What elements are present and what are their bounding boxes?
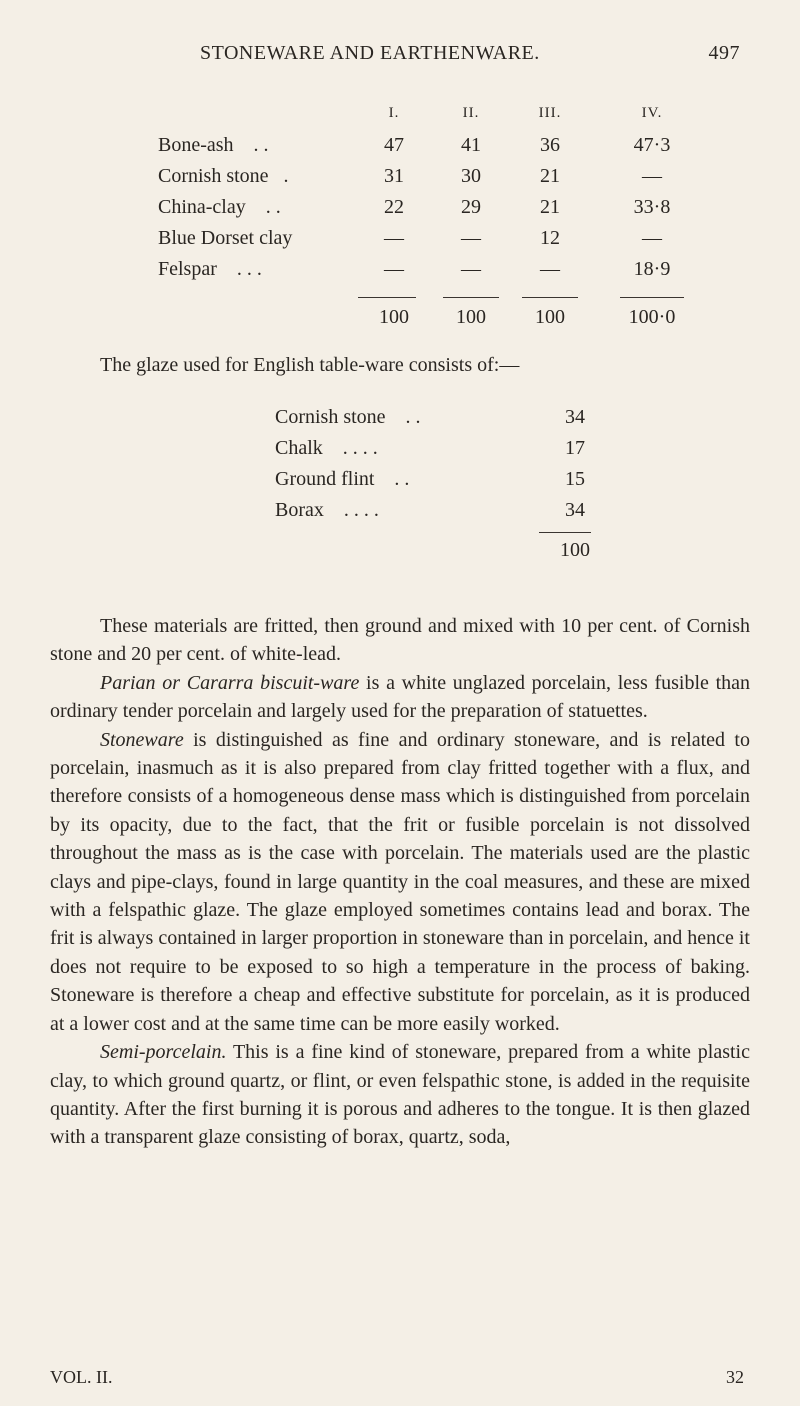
running-title: STONEWARE AND EARTHENWARE. [200, 42, 540, 64]
table-cell: — [461, 227, 481, 249]
paragraph [50, 669, 750, 726]
table-cell: 34 [565, 406, 585, 428]
table-cell: 21 [540, 165, 560, 187]
total-cell: 100·0 [628, 306, 676, 328]
row-label: Ground flint . . [275, 468, 410, 490]
totals-row [275, 539, 595, 565]
table-row [0, 258, 800, 284]
body-text [50, 612, 750, 1152]
table-cell: — [642, 227, 662, 249]
total-cell: 100 [456, 306, 486, 328]
sum-rule [539, 532, 591, 533]
row-label: Cornish stone . [158, 165, 289, 187]
table-row [0, 227, 800, 253]
column-header: III. [538, 105, 562, 121]
total-cell: 100 [560, 539, 590, 561]
table-row [275, 468, 595, 494]
paragraph-text: These materials are fritted, then ground and mixed with 10 per cent. of Cornish stone and 20 per cent. of white-lead. [50, 615, 750, 666]
table-row [0, 196, 800, 222]
table-cell: 18·9 [633, 258, 671, 280]
table-cell: 15 [565, 468, 585, 490]
glaze-intro: The glaze used for English table-ware consists of:— [100, 354, 520, 376]
table-cell: 36 [540, 134, 560, 156]
table-row [275, 437, 595, 463]
table-cell: 34 [565, 499, 585, 521]
table-cell: 31 [384, 165, 404, 187]
table-cell: — [384, 227, 404, 249]
row-label: Chalk . . . . [275, 437, 378, 459]
row-label: Bone-ash . . [158, 134, 269, 156]
paragraph [50, 1038, 750, 1152]
sum-rule [358, 297, 416, 298]
table-cell: 29 [461, 196, 481, 218]
table-cell: — [461, 258, 481, 280]
totals-row [0, 306, 800, 332]
table-row [275, 499, 595, 525]
table-cell: 41 [461, 134, 481, 156]
paragraph [50, 726, 750, 1038]
column-header: II. [462, 105, 480, 121]
row-label: Felspar . . . [158, 258, 262, 280]
column-header: I. [388, 105, 400, 121]
row-label: Blue Dorset clay [158, 227, 293, 249]
term-stoneware: Stoneware [100, 728, 184, 751]
sum-rule [620, 297, 684, 298]
paragraph-text: This is a fine kind of stoneware, prepared from a white plastic clay, to which ground quartz, or flint, or even felspathic stone, is added in the requisite quantity. After the first burning it is porous and adheres to the tongue. It is then glazed with a transparent glaze consisting of borax, quartz, soda, [50, 1041, 750, 1149]
table-cell: 12 [540, 227, 560, 249]
volume-mark: VOL. II. [50, 1367, 113, 1387]
sum-rule [522, 297, 578, 298]
row-label: China-clay . . [158, 196, 281, 218]
table-cell: 33·8 [633, 196, 671, 218]
column-header: IV. [641, 105, 663, 121]
table-header-row [0, 105, 800, 131]
table-row [275, 406, 595, 432]
table-row [0, 165, 800, 191]
table-cell: — [642, 165, 662, 187]
table-cell: 47·3 [633, 134, 671, 156]
paragraph-text: is a white unglazed porcelain, less fusible than ordinary tender porcelain and largely used for the preparation of statuettes. [50, 671, 751, 723]
table-row [0, 134, 800, 160]
paragraph [50, 612, 750, 669]
sum-rule [443, 297, 499, 298]
table-cell: — [384, 258, 404, 280]
table-cell: 47 [384, 134, 404, 156]
page-number: 497 [708, 42, 740, 64]
row-label: Borax . . . . [275, 499, 379, 521]
table-cell: 22 [384, 196, 404, 218]
total-cell: 100 [535, 306, 565, 328]
signature-mark: 32 [726, 1367, 744, 1387]
table-cell: 17 [565, 437, 585, 459]
table-cell: 21 [540, 196, 560, 218]
table-cell: 30 [461, 165, 481, 187]
table-cell: — [540, 258, 560, 280]
paragraph-text: is distinguished as fine and ordinary stoneware, and is related to porcelain, inasmuch as it is also prepared from clay fritted together with a flux, and therefore consists of a homogeneous dense mass which is distinguished from porcelain by its opacity, due to the fact, that the frit or fusible porcelain is not dissolved throughout the mass as is the case with porcelain. The materials used are the plastic clays and pipe-clays, found in large quantity in the coal measures, and these are mixed with a felspathic glaze. The glaze employed sometimes contains lead and borax. The frit is always contained in larger proportion in stoneware than in porcelain, and hence it does not require to be exposed to so high a temperature in the process of baking. Stoneware is therefore a cheap and effective substitute for porcelain, as it is produced at a lower cost and at the same time can be more easily worked. [50, 728, 750, 1035]
total-cell: 100 [379, 306, 409, 328]
term-semi-porcelain: Semi-porcelain. [100, 1041, 227, 1064]
row-label: Cornish stone . . [275, 406, 421, 428]
term-parian: Parian or Cararra biscuit-ware [100, 671, 360, 694]
